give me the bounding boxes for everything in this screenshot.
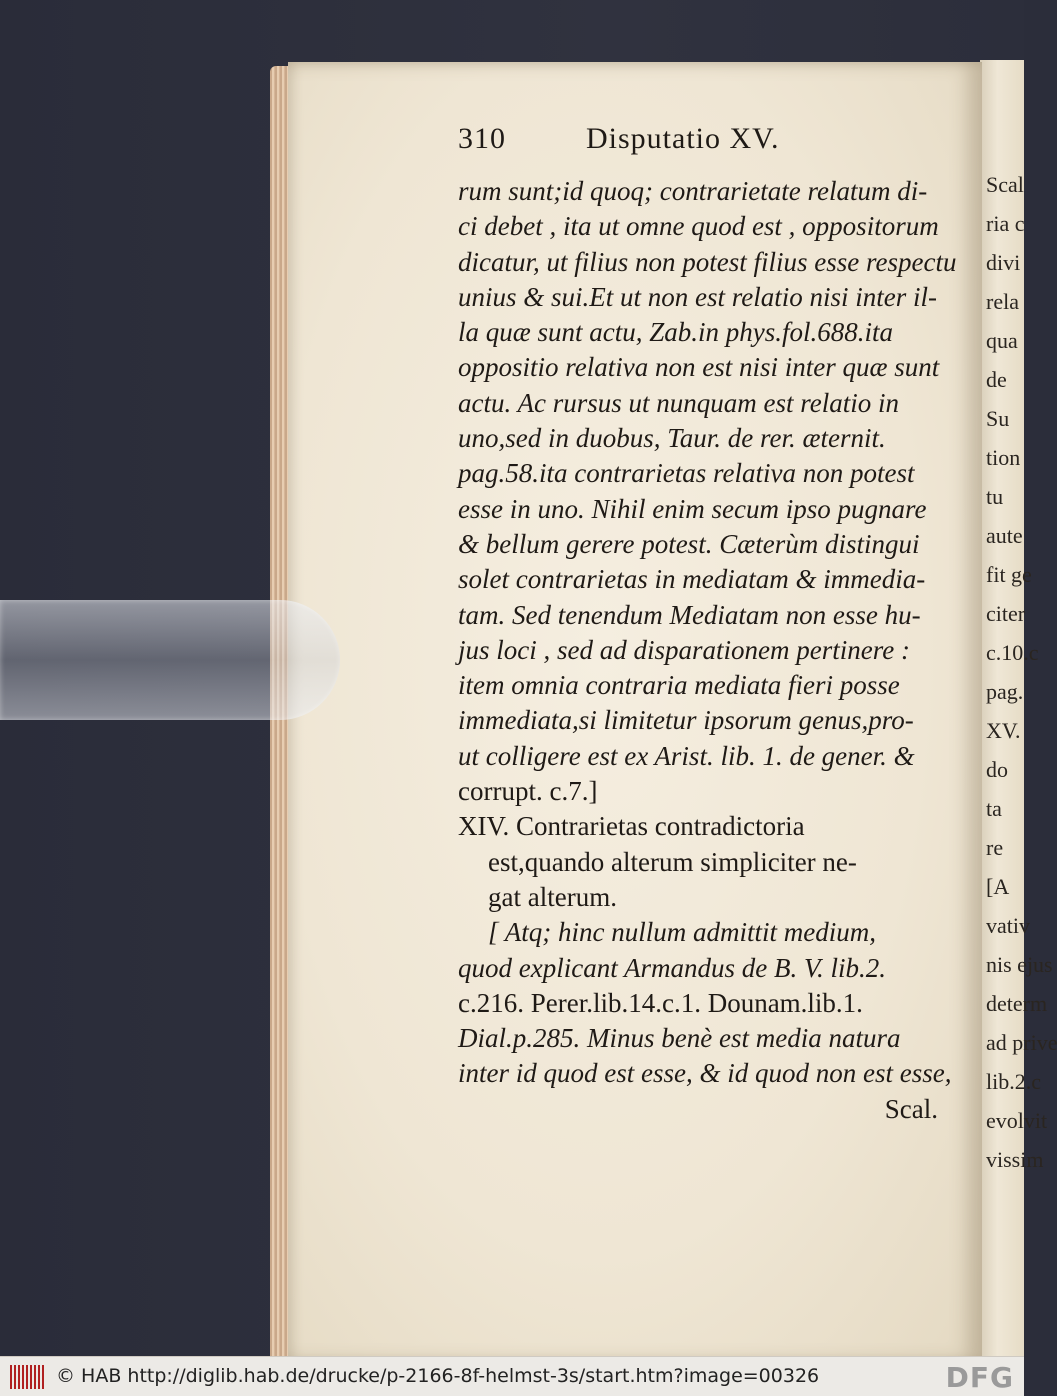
page-clip bbox=[0, 600, 340, 720]
facing-page-fragment: vativ bbox=[986, 913, 1030, 938]
facing-page-fragment: re bbox=[986, 835, 1004, 860]
facing-page-fragment: Su bbox=[986, 406, 1010, 431]
facing-page-fragment: tu bbox=[986, 484, 1004, 509]
dfg-logo: DFG bbox=[945, 1361, 1014, 1394]
catchword: Scal. bbox=[884, 1093, 938, 1124]
page-number: 310 bbox=[458, 122, 506, 155]
facing-page-fragment: pag. bbox=[986, 679, 1024, 704]
text-line: Dial.p.285. Minus benè est media natura bbox=[458, 1023, 901, 1054]
facing-page bbox=[980, 60, 1057, 1360]
text-line: rum sunt;id quoq; contrarietate relatum di- bbox=[458, 176, 928, 206]
text-line: quod explicant Armandus de B. V. lib.2. bbox=[458, 952, 886, 983]
facing-page-fragment: fit ge bbox=[986, 562, 1032, 587]
text-line: c.216. Perer.lib.14.c.1. Dounam.lib.1. bbox=[458, 987, 863, 1018]
running-head bbox=[458, 122, 938, 174]
facing-page-fragment: determ bbox=[986, 991, 1048, 1016]
text-line: tam. Sed tenendum Mediatam non esse hu- bbox=[458, 599, 921, 630]
running-title: Disputatio XV. bbox=[586, 122, 780, 155]
facing-page-fragment: aute bbox=[986, 523, 1023, 548]
text-line: esse in uno. Nihil enim secum ipso pugnare bbox=[458, 493, 927, 524]
text-line: item omnia contraria mediata fieri posse bbox=[458, 670, 900, 701]
facing-page-fragment: nis ejus bbox=[986, 952, 1053, 977]
source-credit: © HAB http://diglib.hab.de/drucke/p-2166-8f-helmst-3s/start.htm?image=00326 bbox=[56, 1365, 820, 1387]
text-line: pag.58.ita contrarietas relativa non potest bbox=[458, 458, 915, 489]
text-line: unius & sui.Et ut non est relatio nisi inter il- bbox=[458, 281, 937, 312]
body-text bbox=[458, 174, 957, 1092]
facing-page-fragment: evolvit bbox=[986, 1108, 1048, 1133]
book-page bbox=[288, 62, 982, 1362]
facing-page-fragment: do bbox=[986, 757, 1008, 782]
text-line: uno,sed in duobus, Taur. de rer. æternit. bbox=[458, 423, 886, 454]
facing-page-fragment: ria c bbox=[986, 211, 1025, 236]
text-line: est,quando alterum simpliciter ne- bbox=[488, 846, 857, 877]
text-line: inter id quod est esse, & id quod non est esse, bbox=[458, 1058, 952, 1089]
facing-page-fragment: divi bbox=[986, 250, 1021, 275]
facing-page-fragment: rela bbox=[986, 289, 1019, 314]
facing-page-fragment: citer bbox=[986, 601, 1026, 626]
facing-page-fragment: qua bbox=[986, 328, 1018, 353]
facing-page-fragment: XV. bbox=[986, 718, 1021, 743]
text-line: corrupt. c.7.] bbox=[458, 776, 598, 807]
facing-page-fragment: ad prive bbox=[986, 1030, 1057, 1055]
text-line: XIV. Contrarietas contradictoria bbox=[458, 811, 805, 842]
viewer-footer bbox=[0, 1356, 1024, 1396]
text-line: dicatur, ut filius non potest filius esse respectu bbox=[458, 246, 957, 277]
text-line: ut colligere est ex Arist. lib. 1. de gener. & bbox=[458, 740, 915, 771]
facing-page-fragment: tion bbox=[986, 445, 1021, 470]
facing-page-fragment: c.10.c bbox=[986, 640, 1039, 665]
facing-page-fragment: vissim bbox=[986, 1147, 1044, 1172]
page-text-block bbox=[458, 122, 957, 1127]
facing-page-fragment: de bbox=[986, 367, 1007, 392]
facing-page-fragment: Scal bbox=[986, 172, 1024, 197]
facing-page-fragment: lib.2.c bbox=[986, 1069, 1041, 1094]
text-line: & bellum gerere potest. Cæterùm distingui bbox=[458, 528, 920, 559]
text-line: jus loci , sed ad disparationem pertinere : bbox=[458, 634, 910, 665]
barcode-icon bbox=[10, 1365, 46, 1389]
text-line: actu. Ac rursus ut nunquam est relatio in bbox=[458, 387, 899, 418]
text-line: solet contrarietas in mediatam & immedia- bbox=[458, 564, 926, 595]
text-line: ci debet , ita ut omne quod est , oppositorum bbox=[458, 211, 939, 242]
text-line: oppositio relativa non est nisi inter quæ sunt bbox=[458, 352, 940, 383]
text-line: [ Atq; hinc nullum admittit medium, bbox=[488, 917, 876, 948]
text-line: gat alterum. bbox=[488, 881, 617, 912]
text-line: la quæ sunt actu, Zab.in phys.fol.688.ita bbox=[458, 317, 894, 348]
facing-page-fragment: [A bbox=[986, 874, 1010, 899]
facing-page-fragment: ta bbox=[986, 796, 1002, 821]
text-line: immediata,si limitetur ipsorum genus,pro- bbox=[458, 705, 914, 736]
